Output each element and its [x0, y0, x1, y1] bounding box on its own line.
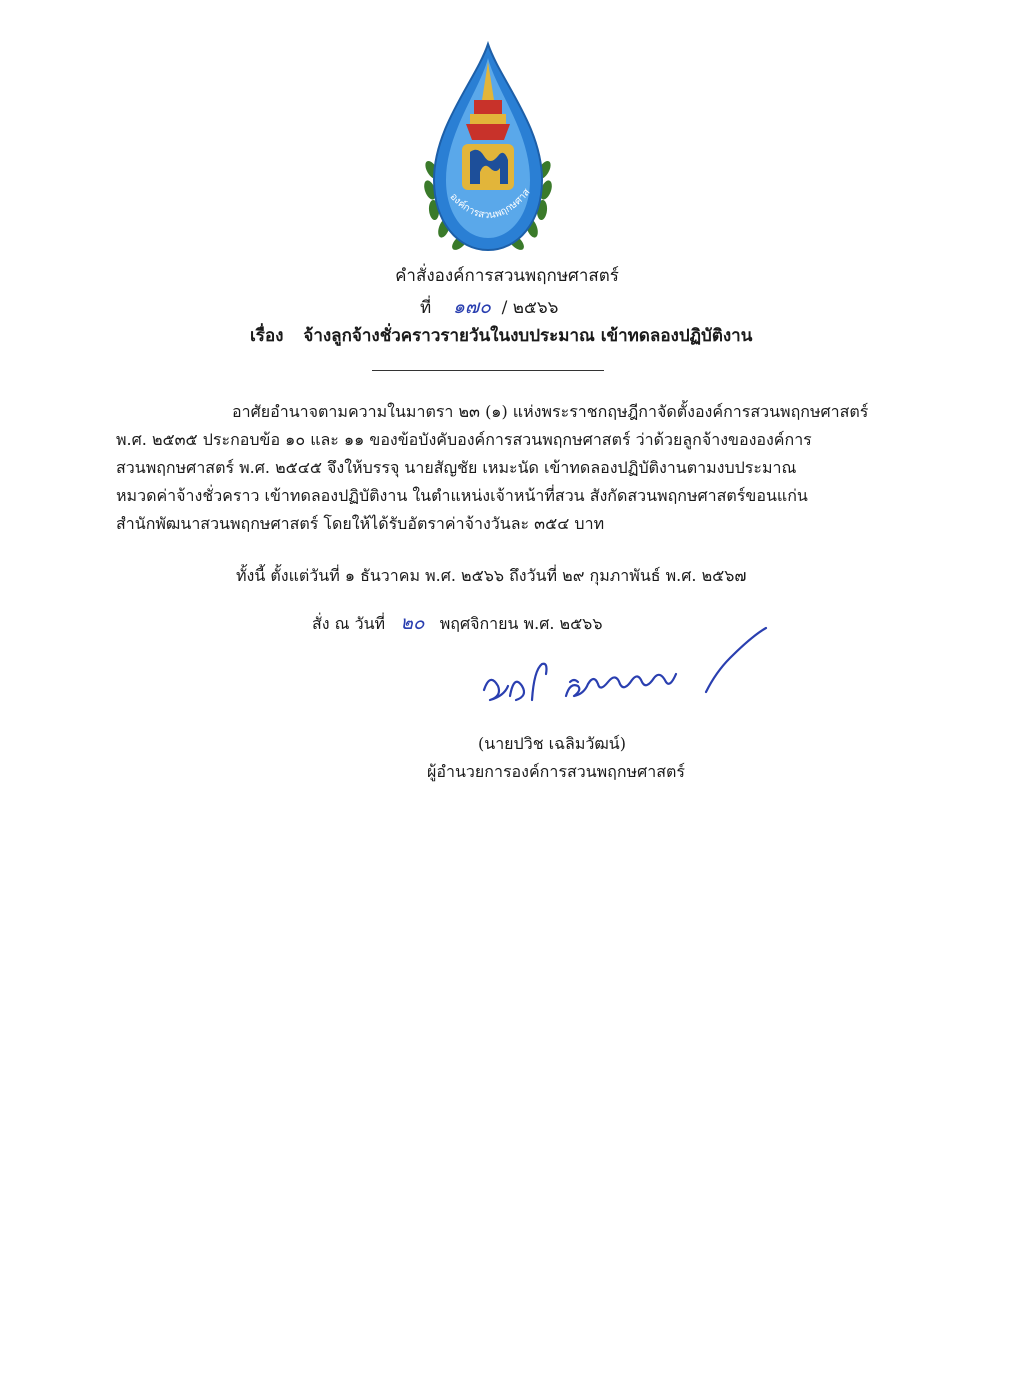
- signatory-name: (นายปวิช เฉลิมวัฒน์): [478, 734, 626, 753]
- order-number-handwritten: ๑๗๐: [452, 296, 491, 318]
- order-date-prefix: สั่ง ณ วันที่: [312, 614, 386, 633]
- paragraph-line: พ.ศ. ๒๕๓๕ ประกอบข้อ ๑๐ และ ๑๑ ของข้อบังคับองค์การสวนพฤกษศาสตร์ ว่าด้วยลูกจ้างขององค์การ: [116, 430, 812, 449]
- order-prefix: ที่: [420, 298, 432, 318]
- order-number-line: [420, 292, 558, 322]
- body-paragraph: [116, 398, 916, 538]
- paragraph-line: สำนักพัฒนาสวนพฤกษศาสตร์ โดยให้ได้รับอัตราค่าจ้างวันละ ๓๕๔ บาท: [116, 514, 605, 533]
- paragraph-line: อาศัยอำนาจตามความในมาตรา ๒๓ (๑) แห่งพระราชกฤษฎีกาจัดตั้งองค์การสวนพฤกษศาสตร์: [232, 402, 869, 421]
- paragraph-line: สวนพฤกษศาสตร์ พ.ศ. ๒๕๔๕ จึงให้บรรจุ นายสัญชัย เหมะนัด เข้าทดลองปฏิบัติงานตามงบประมาณ: [116, 458, 797, 477]
- handwritten-signature-icon: [470, 622, 770, 732]
- order-date-day-handwritten: ๒๐: [400, 612, 425, 634]
- divider: [372, 370, 604, 371]
- paragraph-line: หมวดค่าจ้างชั่วคราว เข้าทดลองปฏิบัติงาน ในตำแหน่งเจ้าหน้าที่สวน สังกัดสวนพฤกษศาสตร์ขอนแก่น: [116, 486, 808, 505]
- subject-line: [250, 322, 870, 349]
- order-date-suffix: พฤศจิกายน พ.ศ. ๒๕๖๖: [439, 614, 603, 633]
- effective-period: ทั้งนี้ ตั้งแต่วันที่ ๑ ธันวาคม พ.ศ. ๒๕๖๖ ถึงวันที่ ๒๙ กุมภาพันธ์ พ.ศ. ๒๕๖๗: [236, 566, 747, 585]
- org-seal-icon: [418, 40, 558, 260]
- order-suffix: / ๒๕๖๖: [501, 298, 559, 318]
- document-title: คำสั่งองค์การสวนพฤกษศาสตร์: [395, 266, 619, 286]
- subject-label: เรื่อง: [250, 326, 284, 346]
- seal-text: องค์การสวนพฤกษศาส: [447, 186, 533, 222]
- subject-text: จ้างลูกจ้างชั่วคราวรายวันในงบประมาณ เข้าทดลองปฏิบัติงาน: [303, 326, 753, 346]
- signatory-position: ผู้อำนวยการองค์การสวนพฤกษศาสตร์: [427, 762, 685, 781]
